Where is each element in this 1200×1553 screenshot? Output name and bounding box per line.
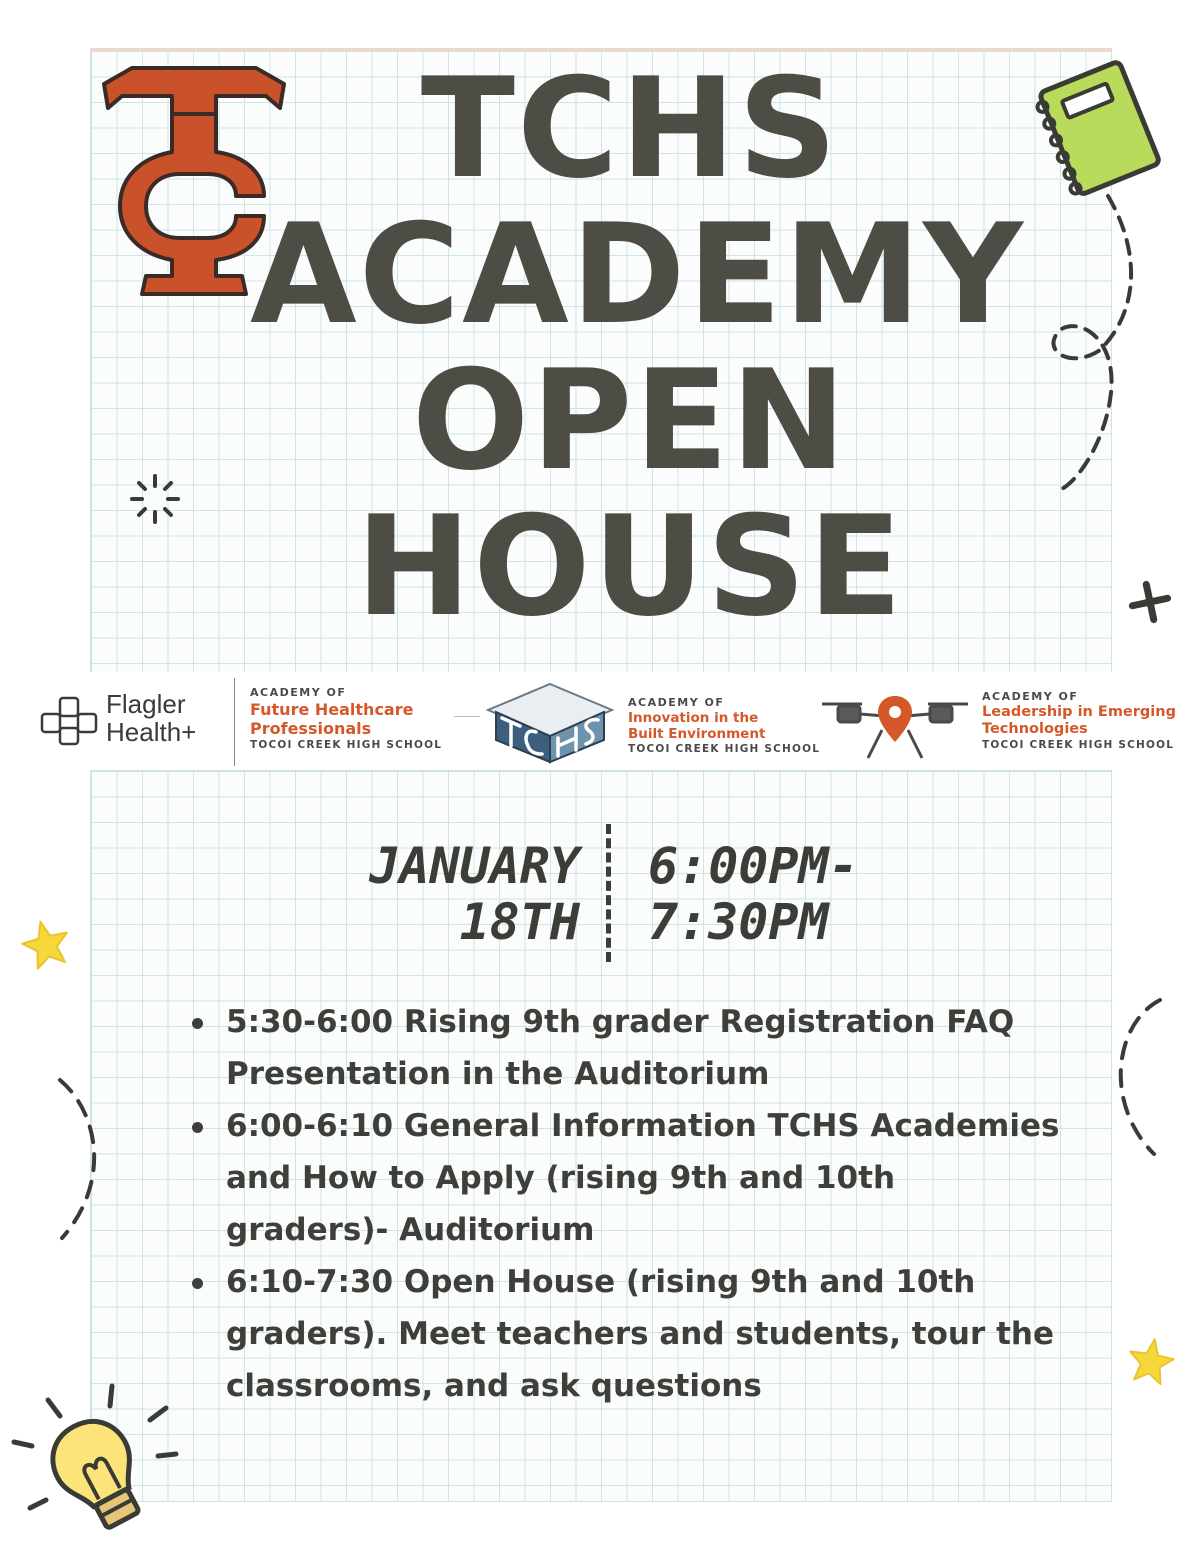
academy-prefix: ACADEMY OF [628, 696, 725, 709]
schedule-item: 6:10-7:30 Open House (rising 9th and 10th graders). Meet teachers and students, tour the classrooms, and ask questions [186, 1256, 1066, 1412]
drone-icon [818, 690, 972, 764]
academy-name-line2: Built Environment [628, 726, 766, 742]
schedule-item: 6:00-6:10 General Information TCHS Academies and How to Apply (rising 9th and 10th graders)- Auditorium [186, 1100, 1066, 1256]
divider [234, 678, 235, 766]
notebook-icon [1022, 52, 1172, 202]
academy-built-environment-logo [628, 696, 828, 756]
academy-leadership-logo [982, 690, 1192, 752]
divider [454, 716, 480, 717]
academy-school: TOCOI CREEK HIGH SCHOOL [250, 739, 443, 751]
title-line: ACADEMY [250, 194, 1025, 355]
title-line: OPEN [411, 340, 849, 501]
academy-name-line2: Professionals [250, 719, 372, 738]
tchs-building-icon [486, 682, 614, 764]
schedule-list [186, 996, 1066, 1412]
date-time-divider [606, 824, 611, 962]
flagler-health-logo [38, 690, 228, 750]
academy-healthcare-logo [250, 686, 480, 752]
academy-prefix: ACADEMY OF [250, 686, 347, 699]
academy-name-line2: Technologies [982, 721, 1088, 737]
sparkle-icon [128, 472, 182, 526]
academy-prefix: ACADEMY OF [982, 690, 1079, 703]
dashed-arc-icon [50, 1074, 110, 1244]
partner-logos-strip [0, 672, 1200, 768]
academy-school: TOCOI CREEK HIGH SCHOOL [628, 743, 821, 755]
star-icon [20, 918, 72, 970]
flagler-name-line1: Flagler [106, 689, 186, 719]
event-date: JANUARY 18TH [369, 837, 580, 951]
dashed-arc-icon [1104, 994, 1168, 1160]
schedule-item: 5:30-6:00 Rising 9th grader Registration FAQ Presentation in the Auditorium [186, 996, 1066, 1100]
plus-icon [1128, 580, 1172, 624]
academy-name-line1: Future Healthcare [250, 700, 414, 719]
event-date-time [300, 822, 940, 962]
academy-school: TOCOI CREEK HIGH SCHOOL [982, 739, 1175, 751]
dashed-loop-icon [1040, 190, 1150, 500]
academy-name-line1: Leadership in Emerging [982, 704, 1176, 720]
lightbulb-icon [8, 1380, 184, 1550]
title-line: HOUSE [355, 486, 905, 647]
title-line: TCHS [420, 48, 840, 209]
flagler-name-line2: Health+ [106, 717, 197, 747]
star-icon [1126, 1336, 1176, 1386]
page-title [250, 48, 1025, 647]
academy-name-line1: Innovation in the [628, 710, 759, 726]
flagler-cross-icon [38, 696, 100, 746]
event-time: 6:00PM- 7:30PM [648, 837, 859, 951]
